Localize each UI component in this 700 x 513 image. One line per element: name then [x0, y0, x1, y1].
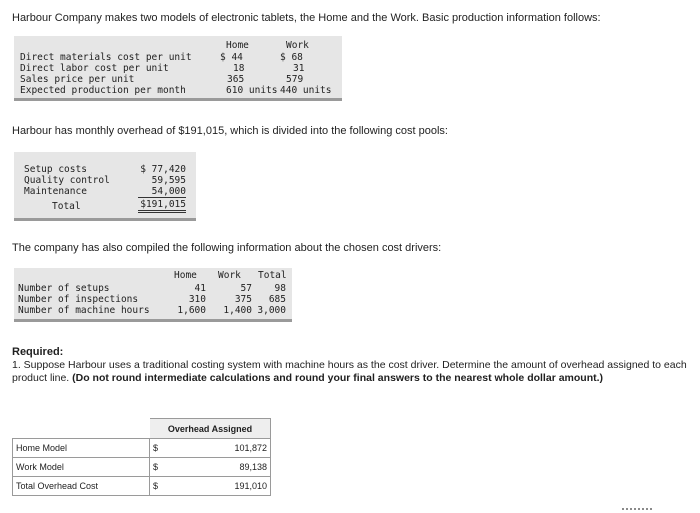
- production-header-work: Work: [286, 40, 309, 51]
- production-work-value: $ 68: [280, 52, 303, 63]
- driver-total-value: 98: [274, 283, 286, 294]
- production-row-label: Direct labor cost per unit: [20, 63, 169, 74]
- cost-pool-value: 54,000: [138, 186, 186, 198]
- driver-total-value: 685: [268, 294, 286, 305]
- driver-label: Number of inspections: [18, 294, 139, 305]
- production-home-value: 365: [227, 74, 245, 85]
- answer-row-home: [13, 439, 271, 458]
- production-work-value: 579: [286, 74, 304, 85]
- drivers-header-total: Total: [258, 270, 287, 281]
- total-overhead-input[interactable]: 191,010: [170, 477, 271, 496]
- drivers-intro-text: The company has also compiled the following information about the chosen cost drivers:: [12, 242, 442, 254]
- driver-work-value: 375: [234, 294, 252, 305]
- answer-currency: $: [150, 439, 171, 458]
- overhead-intro-text: Harbour has monthly overhead of $191,015, which is divided into the following cost pools:: [12, 125, 448, 137]
- cost-pool-value: 59,595: [151, 175, 186, 186]
- answer-currency: $: [150, 477, 171, 496]
- drivers-header-home: Home: [174, 270, 197, 281]
- drivers-header-work: Work: [218, 270, 241, 281]
- driver-work-value: 1,400: [223, 305, 252, 316]
- driver-label: Number of setups: [18, 283, 110, 294]
- answer-row-label: Home Model: [13, 439, 150, 458]
- cost-pool-label: Maintenance: [24, 186, 87, 197]
- answer-row-work: [13, 458, 271, 477]
- production-work-value: 31: [293, 63, 305, 74]
- production-row-label: Direct materials cost per unit: [20, 52, 192, 63]
- production-row-label: Expected production per month: [20, 85, 186, 96]
- cost-pool-total-label: Total: [52, 201, 81, 212]
- answer-row-label: Total Overhead Cost: [13, 477, 150, 496]
- production-header-home: Home: [226, 40, 249, 51]
- question-text: 1. Suppose Harbour uses a traditional costing system with machine hours as the cost driver. Determine the amount of overhead assigned to each product line.: [12, 359, 687, 384]
- work-overhead-input[interactable]: 89,138: [170, 458, 271, 477]
- production-work-value: 440 units: [280, 85, 332, 96]
- driver-work-value: 57: [240, 283, 252, 294]
- cost-pool-label: Setup costs: [24, 164, 87, 175]
- production-home-value: 18: [233, 63, 245, 74]
- cost-pool-value: $ 77,420: [140, 164, 186, 175]
- driver-home-value: 1,600: [177, 305, 206, 316]
- required-heading: Required:: [12, 346, 64, 358]
- question: [12, 359, 698, 385]
- answer-currency: $: [150, 458, 171, 477]
- production-home-value: 610 units: [226, 85, 278, 96]
- driver-home-value: 41: [194, 283, 206, 294]
- answer-row-label: Work Model: [13, 458, 150, 477]
- cost-pool-total-value: $191,015: [138, 199, 186, 213]
- production-row-label: Sales price per unit: [20, 74, 135, 85]
- driver-total-value: 3,000: [257, 305, 286, 316]
- driver-label: Number of machine hours: [18, 305, 150, 316]
- production-home-value: $ 44: [220, 52, 243, 63]
- answer-row-total: [13, 477, 271, 496]
- answer-header: Overhead Assigned: [150, 419, 271, 439]
- decorative-dots: [622, 508, 652, 510]
- question-instructions: (Do not round intermediate calculations and round your final answers to the nearest whole dollar amount.): [72, 372, 604, 384]
- intro-text: Harbour Company makes two models of electronic tablets, the Home and the Work. Basic production information follows:: [12, 12, 601, 24]
- driver-home-value: 310: [188, 294, 206, 305]
- answer-table-corner: [13, 419, 150, 439]
- home-overhead-input[interactable]: 101,872: [170, 439, 271, 458]
- overhead-answer-table: [12, 418, 271, 496]
- cost-pool-label: Quality control: [24, 175, 110, 186]
